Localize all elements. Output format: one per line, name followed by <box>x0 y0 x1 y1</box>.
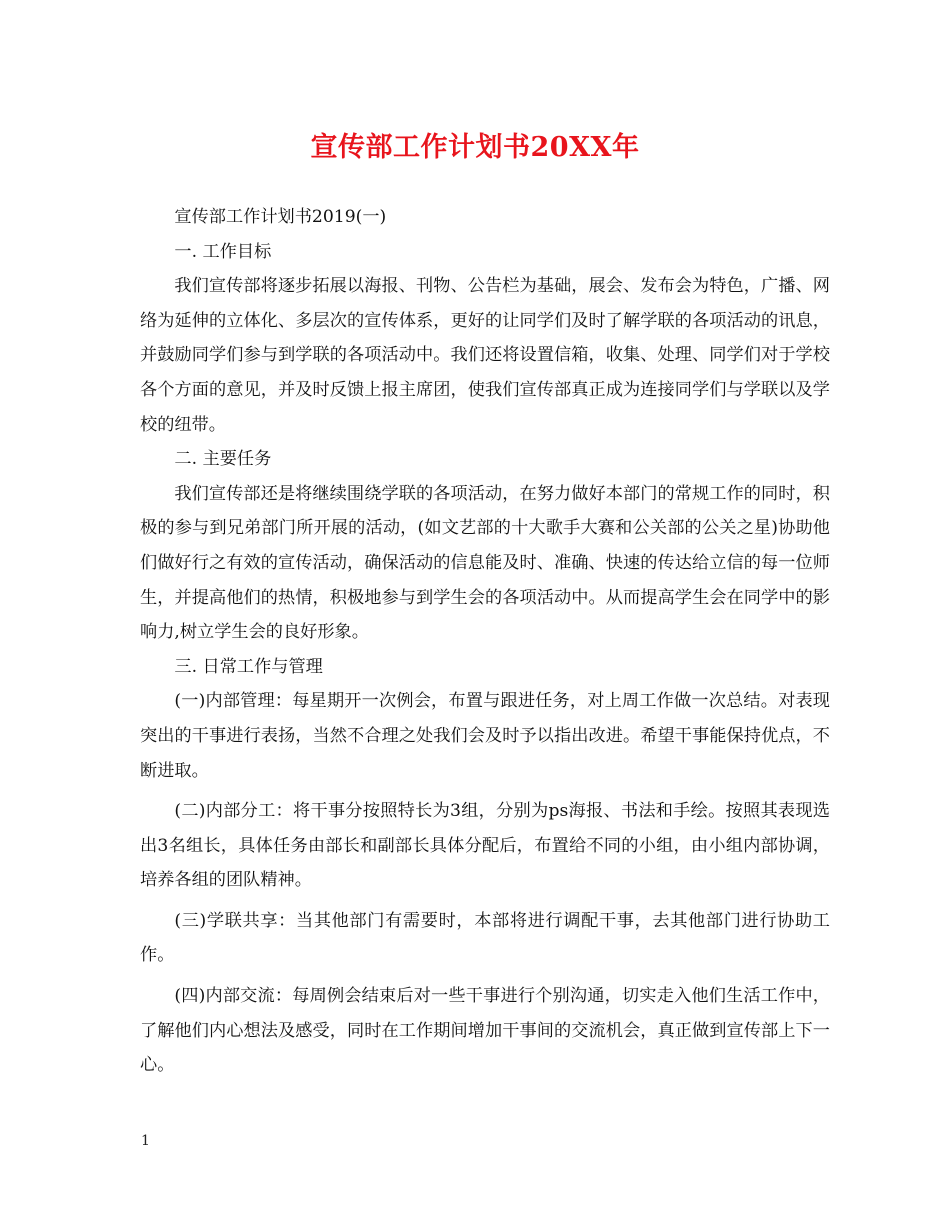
paragraph-resource-sharing: (三)学联共享：当其他部门有需要时，本部将进行调配干事，去其他部门进行协助工作。 <box>140 910 830 966</box>
document-body <box>140 200 830 1083</box>
page-number: 1 <box>141 1133 150 1149</box>
document-title: 宣传部工作计划书20XX年 <box>310 132 640 163</box>
section-heading-tasks: 二. 主要任务 <box>174 449 272 470</box>
paragraph-internal-division: (二)内部分工：将干事分按照特长为3组，分别为ps海报、书法和手绘。按照其表现选出3名组长，具体任务由部长和副部长具体分配后，布置给不同的小组，由小组内部协调，培养各组的团队精神。 <box>140 801 830 891</box>
section-heading-goals: 一. 工作目标 <box>174 241 272 262</box>
section-heading-daily-work: 三. 日常工作与管理 <box>174 656 323 677</box>
paragraph-goals: 我们宣传部将逐步拓展以海报、刊物、公告栏为基础，展会、发布会为特色，广播、网络为延伸的立体化、多层次的宣传体系，更好的让同学们及时了解学联的各项活动的讯息，并鼓励同学们参与到学联的各项活动中。我们还将设置信箱，收集、处理、同学们对于学校各个方面的意见，并及时反馈上报主席团，使我们宣传部真正成为连接同学们与学联以及学校的纽带。 <box>140 276 830 435</box>
paragraph-tasks: 我们宣传部还是将继续围绕学联的各项活动，在努力做好本部门的常规工作的同时，积极的参与到兄弟部门所开展的活动，(如文艺部的十大歌手大赛和公关部的公关之星)协助他们做好行之有效的宣传活动，确保活动的信息能及时、准确、快速的传达给立信的每一位师生，并提高他们的热情，积极地参与到学生会的各项活动中。从而提高学生会在同学中的影响力,树立学生会的良好形象。 <box>140 483 830 643</box>
paragraph-internal-management: (一)内部管理：每星期开一次例会，布置与跟进任务，对上周工作做一次总结。对表现突出的干事进行表扬，当然不合理之处我们会及时予以指出改进。希望干事能保持优点，不断进取。 <box>140 691 830 781</box>
paragraph-internal-communication: (四)内部交流：每周例会结束后对一些干事进行个别沟通，切实走入他们生活工作中，了解他们内心想法及感受，同时在工作期间增加干事间的交流机会，真正做到宣传部上下一心。 <box>140 986 830 1076</box>
subtitle-paragraph: 宣传部工作计划书2019(一) <box>174 207 387 227</box>
